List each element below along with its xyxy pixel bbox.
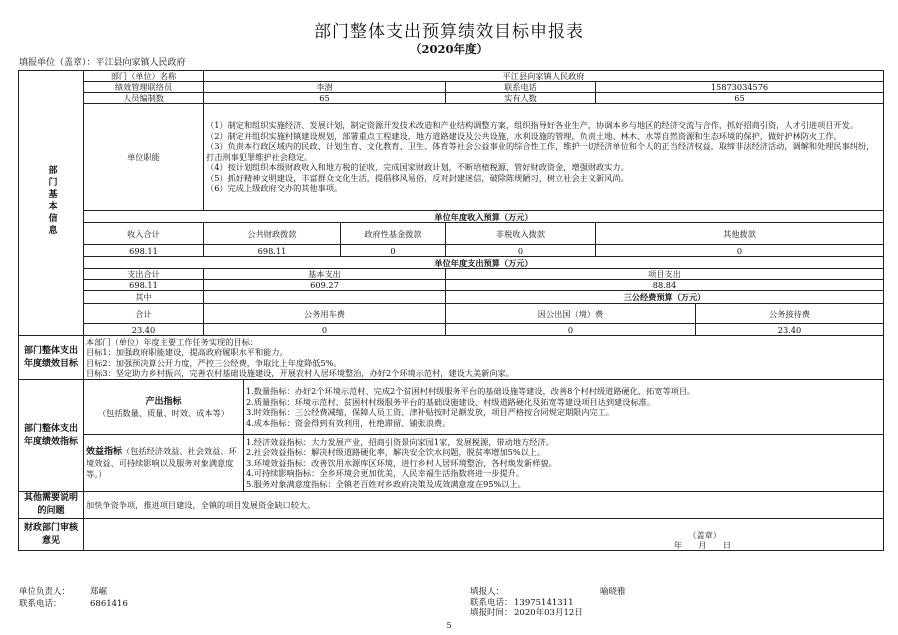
three-col: 合计 [84,304,204,324]
duty-line: （3）负责本行政区域内的民政、计划生育、文化教育、卫生、体育等社会公益事业的综合性工作，维护一切经济单位和个人的正当经济权益，取缔非法经济活动，调解和处理民事纠纷，打击刑事犯罪维护社会稳定。 [206,141,875,162]
output-line: 4.成本指标：资金得到有效利用，杜绝滞留、铺张浪费。 [246,417,451,428]
finance-label: 财政部门审核意见 [19,519,84,551]
expense-basic-label: 基本支出 [204,269,446,280]
staff-value: 65 [204,93,446,104]
page-title: 部门整体支出预算绩效目标申报表 [314,22,584,42]
phone-label: 联系电话 [446,82,596,93]
leader-label: 单位负责人： [19,587,71,597]
expense-project-label: 项目支出 [446,269,884,280]
benefit-cell [84,435,244,492]
contact-value: 李澍 [204,82,446,93]
income-value: 0 [446,245,596,257]
other-label: 其他需要说明的问题 [19,492,84,519]
basic-section-text: 部门基本信息 [46,164,57,237]
among-blank [204,291,446,304]
goals-label: 部门整体支出年度绩效目标 [19,336,84,380]
actual-value: 65 [596,93,884,104]
output-line: 3.时效指标：三公经费减缩，保障人员工资、津补贴按时足额发放，项目严格按合同规定期限内完工。 [246,407,615,417]
fill-date-label: 填报时间： [470,608,513,618]
filler-name: 喻晓雅 [600,587,626,597]
goals-text [84,336,884,380]
benefit-lines [244,435,884,492]
three-col: 因公出国（境）费 [446,304,696,324]
dept-name-value: 平江县向家镇人民政府 [204,71,884,82]
three-value: 23.40 [84,324,204,336]
expense-total: 698.11 [84,280,204,291]
other-text: 加快争资争项，推进项目建设，全镇的项目发展资金缺口较大。 [84,492,884,519]
income-value: 698.11 [84,245,204,257]
duty-line: （1）制定和组织实施经济、发展计划，制定资源开发技术改造和产业结构调整方案，组织指导好各业生产，协调本乡与地区的经济交流与合作，抓好招商引资，人才引进项目开发。 [206,120,859,131]
income-col: 政府性基金拨款 [341,223,446,245]
income-col: 非税收入拨款 [446,223,596,245]
filler-phone-label: 联系电话： [470,598,513,608]
output-title: 产出指标 [145,396,182,407]
expense-header: 单位年度支出预算（万元） [84,257,884,269]
goal-line: 本部门（单位）年度主要工作任务实现的目标： [86,336,258,347]
dept-name-label: 部门（单位）名称 [84,71,204,82]
page-subtitle: （2020年度） [409,42,488,56]
three-value: 0 [446,324,696,336]
expense-basic: 609.27 [204,280,446,291]
leader-phone-label: 联系电话： [19,599,62,609]
income-col: 公共财政拨款 [204,223,341,245]
duty-line: （6）完成上级政府交办的其他事项。 [206,183,343,194]
filler-phone: 13975141311 [514,598,574,608]
expense-total-label: 支出合计 [84,269,204,280]
indicators-label: 部门整体支出年度绩效指标 [19,380,84,492]
benefit-line: 4.可持续影响指标：全乡环境会更加优美，人民幸福生活指数将进一步提升。 [246,468,525,479]
three-value: 0 [204,324,446,336]
among-label: 其中 [84,291,204,304]
page-number: 5 [446,621,452,630]
benefit-line: 2.社会效益指标：解决村级道路硬化率，解决安全饮水问题，脱贫率增加5%以上。 [246,447,546,458]
goal-line: 目标3：坚定助力乡村振兴，完善农村基础设施建设，开展农村人居环境整治，办好2个环境示范村，建设大美新向家。 [86,368,514,378]
duty-line: （2）制定并组织实施村镇建设规划，部署重点工程建设，地方道路建设及公共设施，水利设施的管理，负责土地、林木、水等自然资源和生态环境的保护，做好护林防火工作。 [206,130,842,141]
benefit-line: 3.环境效益指标：改善饮用水源库区环境，进行乡村人居环境整治，各村焕发新样貌。 [246,457,557,468]
expense-project: 88.84 [446,280,884,291]
leader-phone: 6861416 [90,599,128,609]
output-line: 1.数量指标：办好2个环境示范村、完成2个贫困村村级服务平台的基础设施等建设，改善8个村村级道路硬化、拓宽等项目。 [246,386,696,396]
benefit-line: 1.经济效益指标：大力发展产业，招商引资景向家园1家，发展税源，带动地方经济。 [246,436,554,447]
output-lines [244,380,884,435]
performance-table [18,70,884,551]
income-col: 其他拨款 [596,223,884,245]
output-desc: （包括数量、质量、时效、成本等） [97,407,229,418]
three-value: 23.40 [696,324,884,336]
filler-unit: 填报单位（盖章）：平江县向家镇人民政府 [19,58,186,68]
benefit-title: 效益指标 [86,447,123,457]
three-col: 公务用车费 [204,304,446,324]
three-col: 公务接待费 [696,304,884,324]
duties-label: 单位职能 [84,104,204,211]
finance-date: 年 月 日 [673,540,732,550]
three-fees-header: 三公经费预算（万元） [446,291,884,304]
finance-opinion [84,519,884,551]
income-col: 收入合计 [84,223,204,245]
output-cell [84,380,244,435]
staff-label: 人员编制数 [84,93,204,104]
duties-text [204,104,884,211]
fill-date: 2020年03月12日 [514,608,583,618]
income-value: 698.11 [204,245,341,257]
filler-label: 填报人： [470,587,505,597]
finance-seal: （盖章） [688,530,722,540]
duty-line: （5）抓好精神文明建设，丰富群众文化生活，提倡移风易俗，反对封建迷信，破除陈规陋习，树立社会主义新风尚。 [206,172,629,183]
benefit-line: 5.服务对象满意度指标：全镇老百姓对乡政府决策及成效满意度在95%以上。 [246,478,526,489]
basic-section-label [19,71,84,336]
benefit-desc: （包括经济效益、社会效益、环境效益、可持续影响以及服务对象满意度等。） [86,446,237,479]
duty-line: （4）按计划组织本级财政收入和地方税的征收，完成国家财政计划，不断培植税源，管好财政资金，增强财政实力。 [206,162,629,173]
income-value: 0 [596,245,884,257]
output-line: 2.质量指标：环境示范村、贫困村村级服务平台的基础设施建设、村级道路硬化及拓宽等建设项目达到建设标准。 [246,396,656,407]
goal-line: 目标2：加强预决算公开力度，严控三公经费，争取比上年度降低5%。 [86,357,342,368]
income-header: 单位年度收入预算（万元） [84,211,884,223]
goal-line: 目标1：加强政府职能建设，提高政府履职水平和能力。 [86,347,288,357]
income-value: 0 [341,245,446,257]
contact-label: 绩效管理联络员 [84,82,204,93]
leader-name: 郑崛 [90,587,108,597]
actual-label: 实有人数 [446,93,596,104]
phone-value: 15873034576 [596,82,884,93]
